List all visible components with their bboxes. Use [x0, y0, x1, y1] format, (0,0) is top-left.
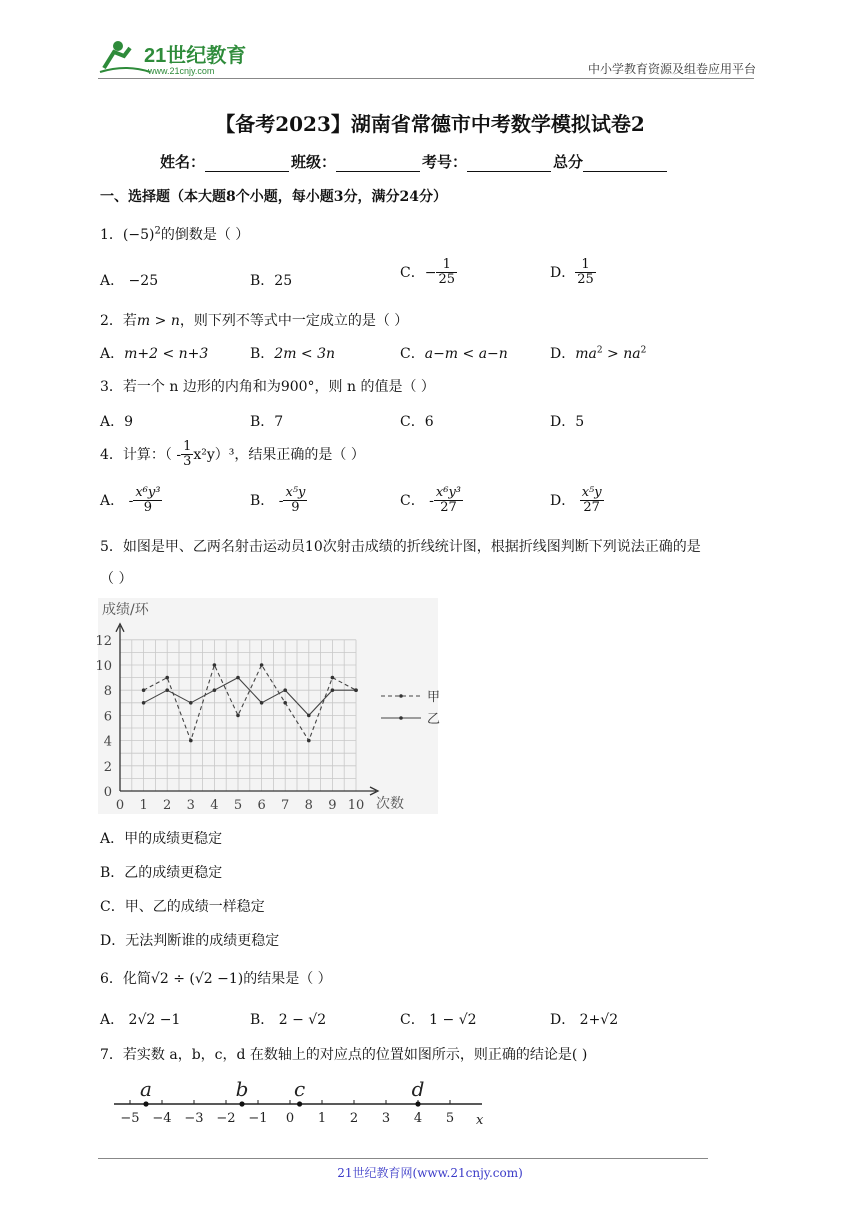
q2-option-a-label: A． [100, 346, 125, 362]
page-title: 【备考2023】湖南省常德市中考数学模拟试卷2 [215, 112, 645, 136]
x-tick-label: 9 [328, 798, 337, 813]
number-line-point-label-c: c [293, 1077, 306, 1101]
q6-option-c[interactable]: C． 1 − √2 [400, 1012, 477, 1028]
q4-option-c-label: C． [400, 492, 425, 509]
q2-option-c-label: C． [400, 346, 425, 362]
q2-stem [100, 310, 408, 330]
y-tick-label: 0 [103, 785, 112, 800]
x-tick-label: 4 [210, 798, 219, 813]
y-axis-title: 成绩/环 [102, 602, 149, 618]
data-point [236, 714, 240, 718]
number-line-tick-label: 3 [381, 1111, 391, 1126]
chart-background [98, 598, 441, 814]
q2-option-d-right: > na [602, 346, 641, 362]
data-point [213, 688, 217, 692]
number-line-point-label-d: d [411, 1077, 425, 1101]
q2-option-c-text: a−m < a−n [424, 346, 508, 362]
q4-option-a-num: x⁶y³ [135, 485, 161, 500]
q1-option-c-label: C． [400, 264, 425, 281]
q4-option-b-den: 9 [291, 500, 300, 516]
y-tick-label: 2 [103, 759, 112, 775]
q2-option-d-label: D． [550, 346, 576, 362]
q3-stem: 3．若一个 n 边形的内角和为900°，则 n 的值是（ ） [100, 379, 435, 395]
data-point [331, 676, 335, 680]
class-blank[interactable] [336, 157, 420, 172]
q5-option-a[interactable]: A．甲的成绩更稳定 [100, 831, 223, 847]
q2-stem-text: ，则下列不等式中一定成立的是（ ） [179, 313, 409, 329]
number-line-tick-label: −1 [248, 1111, 268, 1126]
q4-option-c-sign: - [429, 492, 434, 509]
exam-no-blank[interactable] [467, 157, 551, 172]
q3-option-b[interactable]: B．7 [250, 414, 284, 430]
q4-option-c[interactable] [400, 486, 463, 516]
legend-label: 甲 [427, 690, 441, 705]
q4-option-d-fraction [580, 486, 604, 516]
number-line-point-b [239, 1101, 244, 1106]
data-point [260, 701, 264, 705]
q5-option-c[interactable]: C．甲、乙的成绩一样稳定 [100, 899, 265, 915]
y-tick-label: 6 [103, 709, 112, 725]
q1-stem-text: 的倒数是（ ） [160, 227, 250, 243]
q4-option-c-fraction [434, 486, 463, 516]
q1-stem [100, 224, 249, 244]
class-label: 班级： [291, 153, 337, 171]
q6-option-b[interactable]: B． 2 − √2 [250, 1012, 327, 1028]
q1-option-c-sign: − [424, 264, 437, 281]
q6-option-d[interactable]: D． 2+√2 [550, 1012, 619, 1028]
logo-runner-body [104, 48, 130, 68]
q4-option-b-sign: - [278, 492, 284, 509]
number-line-point-d [415, 1101, 420, 1106]
section-heading: 一、选择题（本大题8个小题，每小题3分，满分24分） [100, 189, 447, 205]
number-line-tick-label: 4 [413, 1111, 423, 1126]
number-line-tick-label: −2 [216, 1111, 236, 1126]
q2-expr: m > n [136, 313, 180, 329]
q2-option-a-text: m+2 < n+3 [124, 346, 209, 362]
y-tick-label: 4 [103, 734, 112, 750]
q4-option-d[interactable] [550, 486, 604, 516]
q7-stem: 7．若实数 a，b，c，d 在数轴上的对应点的位置如图所示，则正确的结论是( ) [100, 1047, 588, 1063]
number-line-tick-label: −4 [152, 1111, 172, 1126]
q3-option-c[interactable]: C．6 [400, 414, 434, 430]
q2-number: 2．若 [100, 313, 137, 329]
q6-stem-text: 的结果是（ ） [243, 971, 332, 987]
q1-expr: (−5) [122, 227, 155, 243]
q5-stem-paren: （ ） [100, 571, 133, 587]
q4-option-b-num: x⁵y [285, 485, 306, 500]
q2-option-d-exp2: 2 [640, 345, 647, 356]
number-line-point-a [143, 1101, 148, 1106]
q1-exponent: 2 [154, 225, 161, 237]
q2-option-d-exp1: 2 [596, 345, 603, 356]
q4-option-b-fraction [283, 486, 307, 516]
data-point [165, 688, 169, 692]
q4-option-a-sign: - [128, 492, 134, 509]
q1-number: 1． [100, 227, 123, 243]
logo-runner-head [113, 41, 123, 51]
student-info-line [160, 151, 669, 172]
q4-option-d-label: D． [550, 492, 576, 509]
q4-stem-start: 4．计算：（ - [100, 446, 182, 463]
x-tick-label: 1 [139, 798, 148, 813]
data-point [165, 676, 169, 680]
x-tick-label: 5 [233, 798, 243, 813]
q1-option-d-den: 25 [577, 272, 594, 288]
number-line-point-c [297, 1101, 302, 1106]
number-line-point-label-b: b [235, 1077, 249, 1101]
q2-option-d[interactable] [550, 343, 646, 363]
x-tick-label: 10 [347, 798, 365, 813]
q1-option-d-num: 1 [575, 258, 596, 273]
data-point [283, 701, 287, 705]
header-divider [98, 78, 754, 79]
q3-option-a[interactable]: A．9 [100, 414, 134, 430]
x-tick-label: 8 [304, 798, 313, 813]
q2-option-b[interactable] [250, 343, 335, 363]
q4-option-d-den: 27 [583, 500, 600, 516]
name-label: 姓名： [160, 153, 206, 171]
number-line-tick-label: −5 [120, 1111, 140, 1126]
data-point [283, 688, 287, 692]
legend-marker [399, 694, 403, 698]
q4-option-b[interactable] [250, 486, 307, 516]
logo-swoosh [100, 68, 150, 72]
legend-marker [399, 716, 403, 720]
data-point [307, 714, 311, 718]
y-tick-label: 12 [95, 633, 112, 649]
number-line-tick-label: −3 [184, 1111, 204, 1126]
number-line-tick-label: 1 [317, 1111, 327, 1126]
x-axis-title: 次数 [376, 796, 404, 812]
x-tick-label: 7 [281, 798, 290, 813]
data-point [307, 739, 311, 743]
legend-label: 乙 [427, 712, 441, 727]
y-tick-label: 10 [95, 659, 112, 674]
exam-no-label: 考号： [422, 153, 468, 171]
data-point [142, 701, 146, 705]
q4-stem-num: 1 [183, 439, 192, 454]
q1-option-c[interactable] [400, 258, 457, 288]
q4-option-b-label: B． [250, 492, 275, 509]
q4-option-a-fraction [133, 486, 162, 516]
footer-text: 21世纪教育网(www.21cnjy.com) [337, 1166, 523, 1180]
data-point [260, 663, 264, 667]
number-line-tick-label: 5 [445, 1111, 455, 1126]
logo [96, 38, 266, 82]
number-line [110, 1074, 500, 1130]
header-platform-text: 中小学教育资源及组卷应用平台 [587, 62, 756, 76]
q4-option-c-den: 27 [440, 500, 457, 516]
data-point [189, 701, 193, 705]
q6-expr: √2 ÷ (√2 −1) [150, 971, 244, 987]
q1-option-d-label: D． [550, 264, 576, 281]
q2-option-b-label: B． [250, 346, 275, 362]
number-line-axis-label: x [476, 1113, 484, 1128]
y-tick-label: 8 [103, 684, 112, 700]
data-point [213, 663, 217, 667]
logo-url: www.21cnjy.com [148, 66, 215, 76]
q1-option-d-fraction [575, 258, 596, 288]
data-point [142, 688, 146, 692]
data-point [189, 739, 193, 743]
q1-option-c-den: 25 [438, 272, 455, 288]
q5-option-d[interactable]: D．无法判断谁的成绩更稳定 [100, 933, 280, 949]
data-point [354, 688, 358, 692]
q1-option-b[interactable]: B．25 [250, 273, 293, 289]
q1-option-d[interactable] [550, 258, 596, 288]
number-line-point-label-a: a [140, 1077, 152, 1101]
q1-option-a[interactable]: A． −25 [100, 273, 159, 289]
q3-option-d[interactable]: D．5 [550, 414, 585, 430]
q2-option-b-text: 2m < 3n [274, 346, 336, 362]
q4-option-a-den: 9 [143, 500, 152, 516]
q4-stem-den: 3 [183, 454, 192, 470]
q1-option-c-num: 1 [436, 258, 457, 273]
x-tick-label: 2 [163, 798, 172, 813]
logo-text: 21世纪教育 [144, 45, 247, 67]
name-blank[interactable] [205, 157, 289, 172]
q6-number: 6．化简 [100, 971, 151, 987]
number-line-tick-label: 2 [349, 1111, 359, 1126]
q2-option-a[interactable] [100, 343, 208, 363]
q4-option-d-num: x⁵y [581, 485, 602, 500]
data-point [236, 676, 240, 680]
q5-option-b[interactable]: B．乙的成绩更稳定 [100, 865, 223, 881]
logo-graphic [96, 38, 266, 78]
data-point [331, 688, 335, 692]
x-tick-label: 0 [115, 798, 125, 813]
q4-stem-fraction [181, 440, 193, 470]
q5-stem: 5．如图是甲、乙两名射击运动员10次射击成绩的折线统计图，根据折线图判断下列说法正确的是 [100, 539, 701, 555]
q4-option-c-num: x⁶y³ [435, 485, 462, 500]
q4-option-a[interactable] [100, 486, 162, 516]
x-tick-label: 3 [186, 798, 195, 813]
score-line-chart [95, 598, 458, 814]
q4-stem-text: x²y）³，结果正确的是（ ） [193, 446, 365, 463]
total-blank[interactable] [583, 157, 667, 172]
total-label: 总分 [553, 153, 584, 171]
q4-option-a-label: A． [100, 492, 125, 509]
footer-divider [98, 1158, 708, 1159]
q1-option-c-fraction [436, 258, 457, 288]
q4-stem [100, 440, 365, 470]
x-tick-label: 6 [257, 798, 266, 813]
q6-option-a[interactable]: A． 2√2 −1 [100, 1012, 181, 1028]
q2-option-d-left: ma [575, 346, 597, 362]
q6-stem [100, 968, 332, 988]
q2-option-c[interactable] [400, 343, 508, 363]
number-line-tick-label: 0 [285, 1111, 295, 1126]
